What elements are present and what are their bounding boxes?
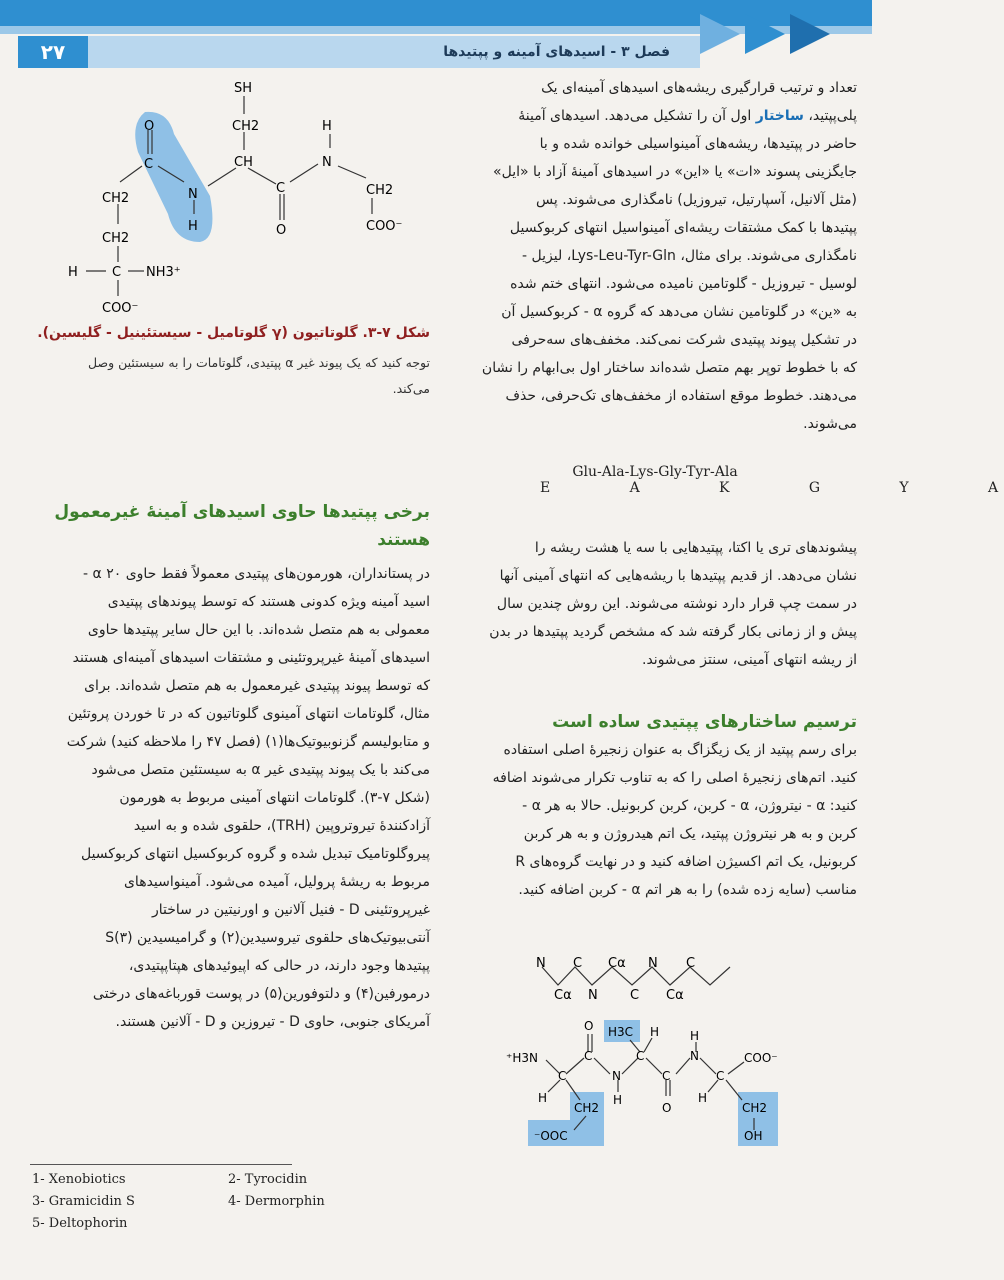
footnote: 1- Xenobiotics [32,1172,126,1187]
atom-label: N [188,187,198,202]
text-line: می‌کند. [392,381,430,396]
atom-label: CH2 [232,119,260,134]
backbone-zigzag-diagram [520,945,760,1005]
text-line: آزادکنندهٔ تیروتروپین (TRH)، حلقوی شده و به اسید [133,818,430,834]
atom-label: H [68,265,78,280]
text-line: که با خطوط توپر بهم متصل شده‌اند ساختار اول بی‌ابهام را نشان [481,360,857,376]
text-line: (مثل آلانیل، آسپارتیل، تیروزیل) نامگذاری می‌شوند. پس [536,192,857,208]
text-fragment: پلی‌پپتید، [808,108,857,124]
top-band-light [0,26,872,34]
atom-label: C [630,988,640,1003]
text-line: برای رسم پپتید از یک زیگزاگ به عنوان زنجیرهٔ اصلی استفاده [503,742,857,758]
text-line: پپتیدها با کمک مشتقات ریشه‌ای آمینواسیل انتهای کربوکسیل [509,220,857,236]
atom-label: H [698,1091,708,1105]
chapter-title: فصل ۳ - اسیدهای آمینه و پپتیدها [443,44,670,60]
atom-label: COO⁻ [366,219,403,234]
sequence-example [540,464,1004,496]
sequence-one-letter: E A K G Y A [540,480,1004,496]
footnote: 5- Deltophorin [32,1216,128,1231]
atom-label: C [573,956,583,971]
atom-label: H3C [608,1025,634,1039]
atom-label: C [716,1069,725,1083]
text-line: به «ین» در گلوتامین نشان می‌دهد که گروه α - کربوکسیل آن [501,304,857,320]
atom-label: Cα [608,956,626,971]
atom-label: C [558,1069,567,1083]
text-line: که توسط پیوند پپتیدی غیرمعمول به هم متصل شده‌اند. برای [84,678,430,694]
atom-label: ⁺H3N [506,1051,538,1065]
atom-label: CH2 [574,1101,600,1115]
atom-label: CH2 [742,1101,768,1115]
atom-label: N [588,988,598,1003]
text-line: کربن و به هر نیتروژن پپتید، یک اتم هیدروژن و به هر کربن [523,826,857,842]
text-line: پیروگلوتامیک تبدیل شده و گروه کربوکسیل انتهای کربوکسیل [80,846,430,862]
atom-label: C [662,1069,671,1083]
text-line: نامگذاری می‌شوند. برای مثال، Lys-Leu-Tyr-Gln، لیزیل - [522,248,857,264]
text-line: توجه کنید که یک پیوند غیر α پپتیدی، گلوتامات را به سیستئین وصل [88,355,430,370]
atom-label: CH [234,155,253,170]
highlight-term: ساختار [755,108,804,124]
text-line: جایگزینی پسوند «ات» یا «این» در اسیدهای آمینهٔ آزاد با «ایل» [493,164,857,180]
atom-label: H [650,1025,660,1039]
chevron-decoration [745,14,785,54]
footnote: 2- Tyrocidin [228,1172,308,1187]
text-fragment: اول آن را تشکیل می‌دهد. اسیدهای آمینهٔ [518,108,752,124]
atom-label: C [276,181,286,196]
text-line: نشان می‌دهد. از قدیم پپتیدها با ریشه‌هایی که انتهای آمینی آنها [499,568,857,584]
atom-label: C [686,956,696,971]
text-line: می‌کند با یک پیوند پپتیدی غیر α به سیستئین متصل می‌شود [91,762,430,778]
atom-label: NH3⁺ [146,265,181,280]
text-line: پپتیدها وجود دارند، در حالی که اپیوئیدهای هپتاپپتیدی، [128,958,430,974]
text-line: پیشوندهای تری یا اکتا، پپتیدهایی با سه یا هشت ریشه را [534,540,857,556]
section-heading-drawing: ترسیم ساختارهای پپتیدی ساده است [552,712,857,732]
sequence-three-letter: Glu-Ala-Lys-Gly-Tyr-Ala [572,464,738,480]
figure-note [30,350,430,402]
text-line: در سمت چپ قرار دارد نوشته می‌شوند. این روش چندین سال [496,596,857,612]
paragraph-naming [452,74,857,438]
paragraph-unusual [30,560,430,1036]
text-line: و متابولیسم گزنوبیوتیک‌ها(۱) (فصل ۴۷ را ملاحظه کنید) شرکت [66,734,430,750]
figure-caption: شکل ۷-۳. گلوتاتیون (γ گلوتامیل - سیستئینیل - گلیسین). [37,325,430,341]
text-line: معمولی به هم متصل شده‌اند. با این حال سایر پپتیدها حاوی [87,622,430,638]
page-number: ۲۷ [18,36,88,68]
footnote-divider [30,1164,292,1165]
atom-label: N [536,956,546,971]
text-line: آنتی‌بیوتیک‌های حلقوی تیروسیدین(۲) و گرامیسیدین S(۳) [105,930,430,946]
atom-label: H [690,1029,700,1043]
glutathione-structure-diagram [50,74,430,318]
text-line [452,102,857,130]
text-line: درمورفین(۴) و دلتوفورین(۵) در پوست قورباغه‌های درختی [92,986,430,1002]
atom-label: N [322,155,332,170]
chevron-decoration [790,14,830,54]
atom-label: COO⁻ [102,301,139,316]
atom-label: CH2 [102,231,130,246]
text-line: از ریشه انتهای آمینی، سنتز می‌شوند. [642,652,857,668]
atom-label: SH [234,81,253,96]
atom-label: N [612,1069,621,1083]
text-line: اسید آمینه ویژه کدونی هستند که توسط پیوندهای پپتیدی [107,594,430,610]
text-line: لوسیل - تیروزیل - گلوتامین نامیده می‌شود. انتهای ختم شده [510,276,857,292]
atom-label: H [613,1093,623,1107]
text-line: می‌دهند. خطوط موقع استفاده از مخفف‌های تک‌حرفی، حذف [505,388,857,404]
atom-label: O [276,223,287,238]
atom-label: C [636,1049,645,1063]
text-line: پیش و از زمانی بکار گرفته شد که مشخص گردید پپتیدها در بدن [489,624,857,640]
atom-label: H [322,119,332,134]
text-line: کنید. اتم‌های زنجیرهٔ اصلی را که به تناوب تکرار می‌شوند اضافه [492,770,857,786]
section-heading-unusual [30,498,430,554]
tripeptide-structure-diagram [500,1012,830,1152]
text-line: کربونیل، یک اتم اکسیژن اضافه کنید و در نهایت گروه‌های R [515,854,857,870]
text-line: اسیدهای آمینهٔ غیرپروتئینی و مشتقات اسیدهای آمینه‌ای هستند [72,650,430,666]
top-band [0,0,872,26]
atom-label: Cα [666,988,684,1003]
text-line: آمریکای جنوبی، حاوی D - تیروزین و D - آلانین هستند. [115,1014,430,1030]
atom-label: COO⁻ [744,1051,778,1065]
paragraph-drawing [452,736,857,904]
atom-label: C [584,1049,593,1063]
text-line: غیرپروتئینی D - فنیل آلانین و اورنیتین در ساختار [151,902,430,918]
text-line: مناسب (سایه زده شده) را به هر اتم α - کربن اضافه کنید. [518,882,857,898]
text-line: کنید: α - نیتروژن، α - کربن، کربن کربونیل. حالا به هر α - [522,798,857,814]
text-line: مثال، گلوتامات انتهای آمینوی گلوتاتیون که در تا خوردن پروتئین [67,706,430,722]
heading-line: هستند [377,530,430,550]
footnote: 3- Gramicidin S [32,1194,135,1209]
atom-label: CH2 [102,191,130,206]
footnote: 4- Dermorphin [228,1194,325,1209]
atom-label: C [144,157,154,172]
atom-label: OH [744,1129,763,1143]
text-line: در تشکیل پیوند پپتیدی شرکت نمی‌کند. مخفف‌های سه‌حرفی [511,332,857,348]
atom-label: O [584,1019,594,1033]
text-line: حاضر در پپتیدها، ریشه‌های آمینواسیلی خوانده شده و با [539,136,857,152]
atom-label: C [112,265,122,280]
heading-line: برخی پپتیدها حاوی اسیدهای آمینهٔ غیرمعمول [54,502,430,522]
atom-label: Cα [554,988,572,1003]
text-line: تعداد و ترتیب قرارگیری ریشه‌های اسیدهای آمینه‌ای یک [541,80,857,96]
paragraph-orientation [452,534,857,674]
atom-label: N [690,1049,699,1063]
atom-label: O [144,119,155,134]
atom-label: ⁻OOC [534,1129,568,1143]
text-line: مربوط به ریشهٔ پرولیل، آمیده می‌شود. آمینواسیدهای [123,874,430,890]
atom-label: O [662,1101,672,1115]
atom-label: H [188,219,198,234]
atom-label: N [648,956,658,971]
chevron-decoration [700,14,740,54]
atom-label: CH2 [366,183,394,198]
text-line: (شکل ۷-۳). گلوتامات انتهای آمینی مربوط به هورمون [119,790,430,806]
text-line: می‌شوند. [803,416,857,432]
atom-label: H [538,1091,548,1105]
text-line: در پستانداران، هورمون‌های پپتیدی معمولاً فقط حاوی ۲۰ α - [83,566,430,582]
